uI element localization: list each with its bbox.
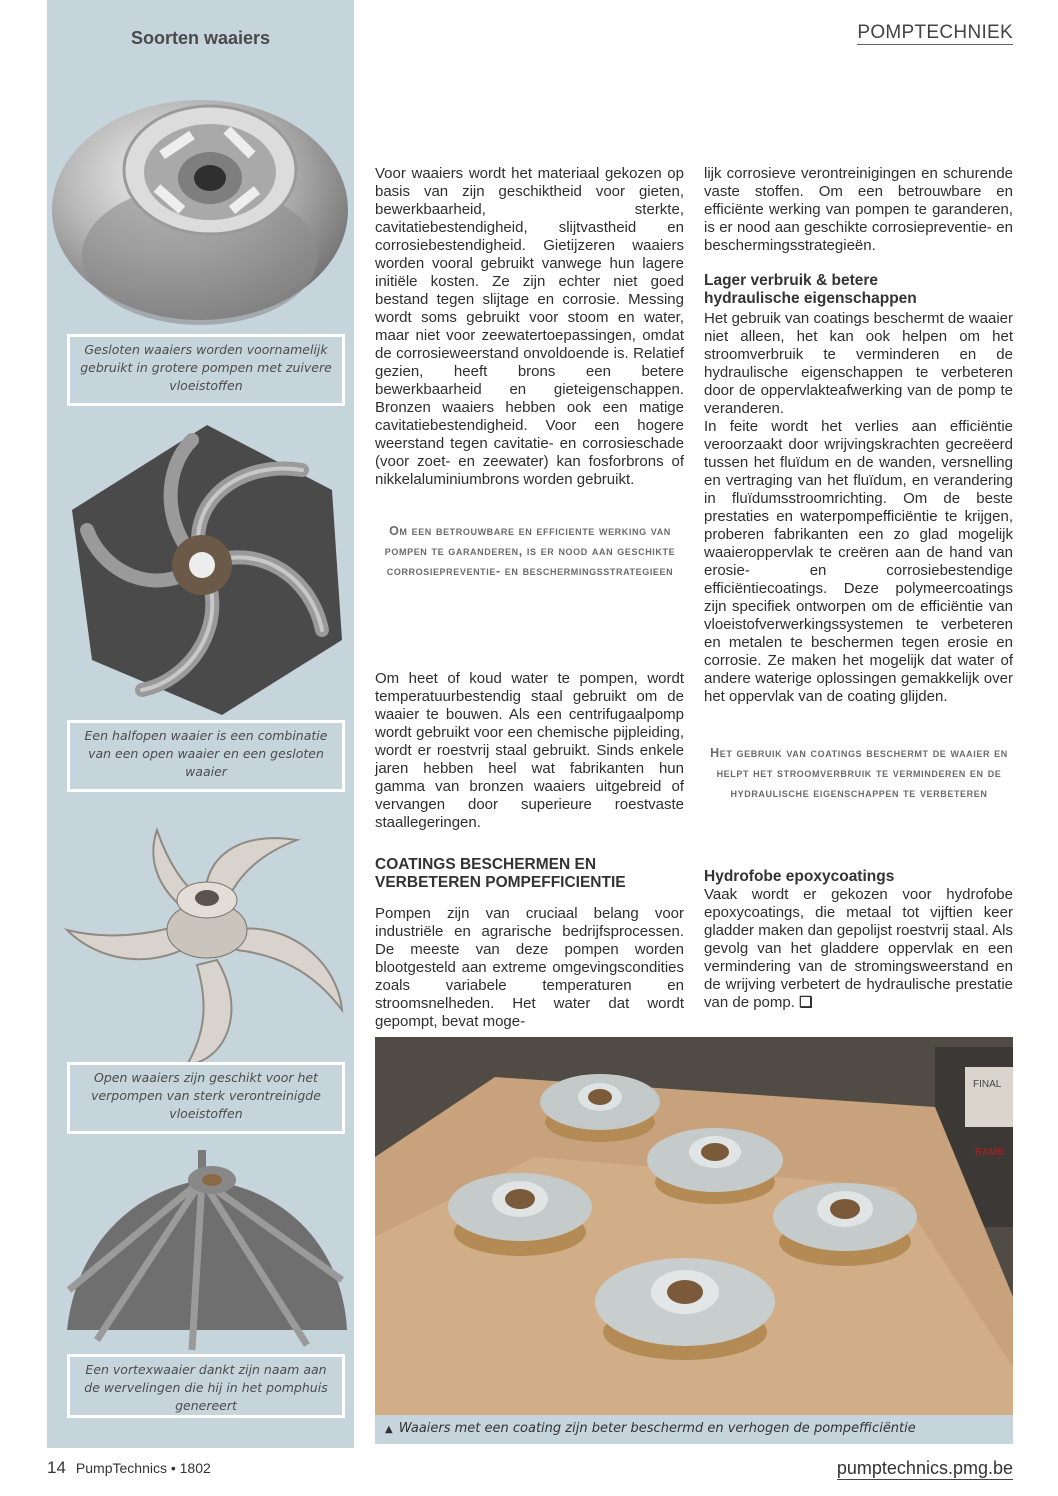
column-1-paragraph-1: Voor waaiers wordt het materiaal gekozen op basis van zijn geschiktheid voor gieten, bewerkbaarheid, sterkte, cavitatiebestendigheid, slijtvastheid en corrosiebestendigheid. Gietijzeren waaiers worden vooral gebruikt vanwege hun lagere initiële kosten. Ze zijn echter niet goed bestand tegen slijtage en corrosie. Messing wordt soms gebruikt voor stoom en water, maar niet voor zeewatertoepassingen, omdat de corrosieweerstand onvoldoende is. Relatief gezien, heeft brons een betere bewerkbaarheid en gieteigenschappen. Bronzen waaiers hebben ook een matige cavitatiebestendigheid. Voor een hogere weerstand tegen cavitatie- en corrosieschade (voor zoet- en zeewater) kan fosforbrons of nikkelaluminiumbrons worden gebruikt.	[375, 165, 684, 488]
section-label: POMPTECHNIEK	[857, 22, 1013, 43]
pull-quote-2: Het gebruik van coatings beschermt de waaier en helpt het stroomverbruik te verminderen en de hydraulische eigenschappen te verbeteren	[710, 746, 1008, 800]
magazine-issue: PumpTechnics • 1802	[75, 1460, 211, 1476]
photo-caption-text: Waaiers met een coating zijn beter beschermd en verhogen de pompefficiëntie	[398, 1421, 916, 1436]
footer-left	[47, 1458, 211, 1478]
caption-semi-open-impeller: Een halfopen waaier is een combinatie van een open waaier en een gesloten waaier	[67, 720, 345, 792]
paragraph-4-text: Vaak wordt er gekozen voor hydrofobe epoxycoatings, die metaal tot vijftien keer gladder maken dan gepolijst roestvrij staal. Als gevolg van het gladdere oppervlak en een vermindering van de stromingsweerstand en de wrijving verbetert de hydraulische prestatie van de pomp.	[704, 886, 1013, 1011]
semi-open-impeller-image	[62, 420, 352, 720]
subheading-hydrofobe: Hydrofobe epoxycoatings	[704, 868, 895, 885]
photo-caption	[375, 1415, 1013, 1444]
pull-quote-1: Om een betrouwbare en efficiente werking van pompen te garanderen, is er nood aan geschikte corrosiepreventie- en beschermingsstrategieen	[384, 524, 676, 578]
caption-vortex-impeller: Een vortexwaaier dankt zijn naam aan de wervelingen die hij in het pomphuis genereert	[67, 1354, 345, 1418]
column-2-paragraph-2: Het gebruik van coatings beschermt de waaier niet alleen, het kan ook helpen om het stroomverbruik te verminderen en de hydraulische eigenschappen te verbeteren door de oppervlakteafwerking van de pomp te veranderen.	[704, 310, 1013, 417]
caption-closed-impeller: Gesloten waaiers worden voornamelijk gebruikt in grotere pompen met zuivere vloeistoffen	[67, 334, 345, 406]
subheading-lager-verbruik: Lager verbruik & betere hydraulische eigenschappen	[704, 272, 917, 307]
page-number: 14	[47, 1458, 66, 1477]
vortex-impeller-image	[57, 1150, 352, 1360]
box-label-final: FINAL	[973, 1079, 1002, 1090]
sidebar	[47, 0, 354, 1448]
column-2-paragraph-3: In feite wordt het verlies aan efficiëntie veroorzaakt door wrijvingskrachten gecreëerd tussen het fluïdum en de wanden, versnelling en vertraging van het fluïdum, en verandering in fluïdumsstroomrichting. Om de beste prestaties en waterpompefficiëntie te krijgen, proberen fabrikanten een zo glad mogelijk waaieroppervlak te creëren aan de hand van erosie- en corrosiebestendige efficiëntiecoatings. Deze polymeercoatings zijn specifiek ontworpen om de efficiëntie van vloeistofverwerkingssystemen te verbeteren en metalen te beschermen tegen erosie en corrosie. Ze maken het mogelijk dat water of andere waterige oplossingen gemakkelijk over het oppervlak van de coating glijden.	[704, 418, 1013, 705]
box-label-ramb: RAMB	[975, 1147, 1004, 1158]
coated-impellers-illustration	[375, 1037, 1013, 1415]
column-2-paragraph-1: lijk corrosieve verontreinigingen en schurende vaste stoffen. Om een betrouwbare en efficiënte werking van pompen te garanderen, is er nood aan geschikte corrosiepreventie- en beschermingsstrategieën.	[704, 165, 1013, 254]
column-1-paragraph-3: Pompen zijn van cruciaal belang voor industriële en agrarische bedrijfsprocessen. De meeste van deze pompen worden blootgesteld aan extreme omgevingscondities zoals variabele temperaturen en stroomsnelheden. Het water dat wordt gepompt, bevat moge-	[375, 905, 684, 1030]
closed-impeller-image	[52, 60, 352, 340]
sidebar-title: Soorten waaiers	[130, 28, 271, 48]
coated-impellers-photo	[375, 1037, 1013, 1415]
caption-open-impeller: Open waaiers zijn geschikt voor het verpompen van sterk verontreinigde vloeistoffen	[67, 1062, 345, 1134]
open-impeller-image	[57, 820, 347, 1070]
section-heading: COATINGS BESCHERMEN EN VERBETEREN POMPEFFICIENTIE	[375, 856, 626, 891]
footer-url-link[interactable]: pumptechnics.pmg.be	[836, 1458, 1013, 1478]
end-mark-icon: ❑	[799, 994, 813, 1011]
triangle-marker-icon: ▲	[385, 1424, 393, 1435]
column-1-paragraph-2: Om heet of koud water te pompen, wordt temperatuurbestendig staal gebruikt om de waaier te bouwen. Als een centrifugaalpomp wordt gebruikt voor een chemische pijpleiding, wordt er roestvrij staal gebruikt. Sinds enkele jaren hebben heel wat fabrikanten hun gamma van bronzen waaiers uitgebreid of vervangen door superieure roestvaste staallegeringen.	[375, 670, 684, 831]
column-2-paragraph-4	[704, 886, 1013, 1012]
